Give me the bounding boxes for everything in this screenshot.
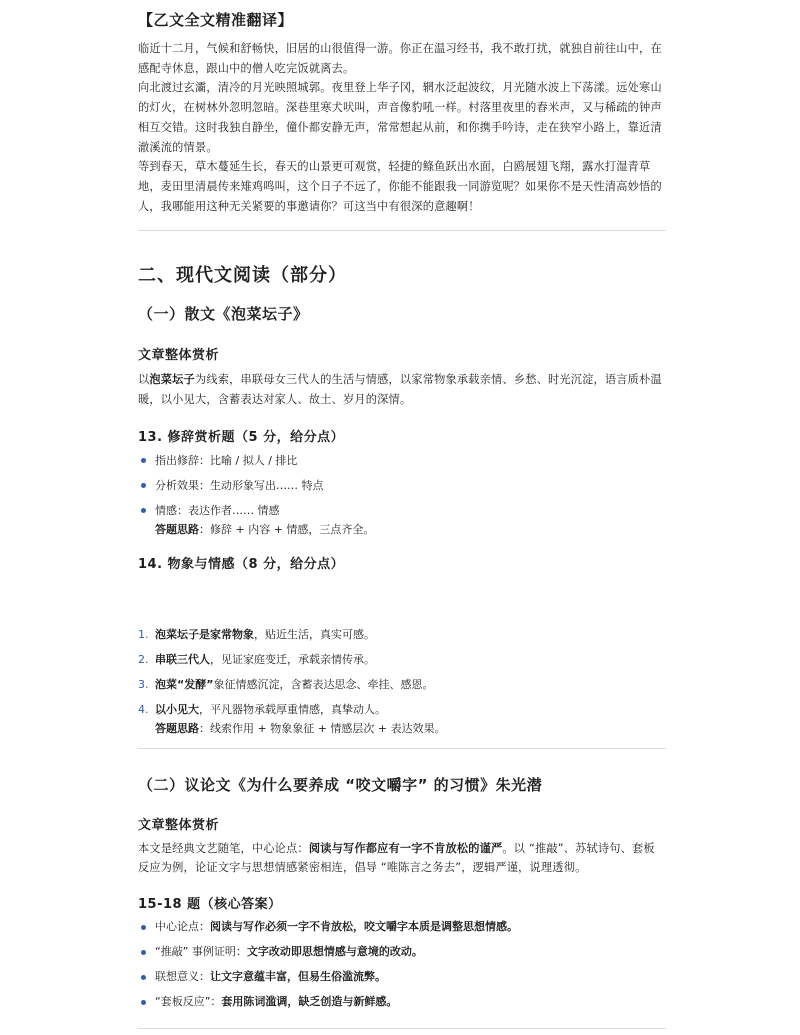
- list-item-text: 指出修辞：比喻 / 拟人 / 排比: [155, 453, 298, 467]
- list-item-text: 象征情感沉淀，含蓄表达思念、牵挂、感恩。: [213, 677, 434, 691]
- text-run: 以: [138, 373, 150, 387]
- list-item: [138, 944, 666, 960]
- bullet-icon: [141, 950, 146, 955]
- list-item: [138, 652, 666, 668]
- list-item-bold: 串联三代人: [155, 652, 210, 666]
- list-item: [138, 969, 666, 985]
- tip-label: 答题思路: [155, 721, 199, 735]
- section-divider: [138, 230, 666, 231]
- list-item: [138, 478, 666, 494]
- list-item-text: ，平凡器物承载厚重情感，真挚动人。: [199, 702, 386, 716]
- list-number: 1.: [138, 627, 149, 641]
- list-item: [138, 627, 666, 643]
- essay1-appreciation-text: [138, 370, 666, 409]
- list-item-text: 分析效果：生动形象写出…… 特点: [155, 478, 324, 492]
- list-item-bold: 文字改动即思想情感与意境的改动。: [246, 945, 423, 959]
- tip-text: ：修辞 + 内容 + 情感，三点齐全。: [199, 522, 375, 536]
- answer-tip: [155, 721, 666, 737]
- q13-title: 13. 修辞赏析题（5 分，给分点）: [138, 429, 345, 445]
- essay1-appreciation-heading: 文章整体赏析: [138, 348, 220, 364]
- list-item: [138, 503, 666, 538]
- list-item-text: “推敲” 事例证明：: [155, 945, 247, 959]
- list-number: 3.: [138, 677, 149, 691]
- text-run: 。以 “推敲”、苏轼诗句、套板反应为例，论证文字与思想情感紧密相连，倡导 “唯陈言之务去”，逻辑严谨，说理透彻。: [138, 841, 655, 875]
- text-run: 本文是经典文艺随笔，中心论点：: [138, 841, 309, 855]
- list-item: [138, 994, 666, 1010]
- q14-title: 14. 物象与情感（8 分，给分点）: [138, 556, 345, 572]
- list-item-text: ，贴近生活，真实可感。: [254, 627, 375, 641]
- list-item-bold: 阅读与写作必须一字不肯放松，咬文嚼字本质是调整思想情感。: [210, 920, 518, 934]
- bullet-icon: [141, 925, 146, 930]
- bullet-icon: [141, 1000, 146, 1005]
- translation-paragraph: 等到春天，草木蔓延生长，春天的山景更可观赏，轻捷的鲦鱼跃出水面，白鸥展翅飞翔，露水打湿青草地，麦田里清晨传来雉鸡鸣叫，这个日子不远了，你能不能跟我一同游览呢？如果你不是天性清高妙悟的人，我哪能用这种无关紧要的事邀请你？可这当中有很深的意趣啊！: [138, 160, 662, 213]
- bullet-icon: [141, 483, 146, 488]
- list-item: [138, 702, 666, 737]
- list-item-text: “套板反应”：: [155, 995, 222, 1009]
- tip-label: 答题思路: [155, 522, 199, 536]
- q15-title: 15-18 题（核心答案）: [138, 897, 282, 913]
- list-item-text: 情感：表达作者…… 情感: [155, 503, 280, 517]
- answer-tip: [155, 522, 666, 538]
- text-run-bold: 阅读与写作都应有一字不肯放松的谨严: [308, 841, 503, 855]
- section-title: 二、现代文阅读（部分）: [138, 265, 347, 287]
- list-item-text: ，见证家庭变迁，承载亲情传承。: [210, 652, 375, 666]
- list-item-bold: 泡菜坛子是家常物象: [155, 627, 254, 641]
- bullet-icon: [141, 458, 146, 463]
- list-item: [138, 453, 666, 469]
- text-run: 为线索，串联母女三代人的生活与情感，以家常物象承载亲情、乡愁、时光沉淀，语言质朴温暖，以小见大，含蓄表达对家人、故土、岁月的深情。: [138, 373, 662, 407]
- list-item-bold: 让文字意蕴丰富，但易生俗滥流弊。: [210, 970, 386, 984]
- essay2-appreciation-text: [138, 839, 666, 878]
- document-content: [138, 0, 666, 1029]
- list-item-bold: 以小见大: [155, 702, 199, 716]
- translation-heading: 【乙文全文精准翻译】: [138, 11, 294, 29]
- essay2-appreciation-heading: 文章整体赏析: [138, 817, 220, 833]
- q15-list: [138, 919, 666, 1010]
- translation-body: [138, 39, 666, 216]
- essay1-title: （一）散文《泡菜坛子》: [138, 305, 309, 324]
- list-item: [138, 677, 666, 693]
- list-item-text: 中心论点：: [155, 920, 210, 934]
- bullet-icon: [141, 508, 146, 513]
- text-run-bold: 泡菜坛子: [149, 373, 195, 387]
- list-item-bold: 套用陈词滥调，缺乏创造与新鲜感。: [221, 995, 398, 1009]
- section-divider: [138, 1028, 666, 1029]
- bullet-icon: [141, 975, 146, 980]
- section-divider: [138, 748, 666, 749]
- tip-text: ：线索作用 + 物象象征 + 情感层次 + 表达效果。: [199, 721, 446, 735]
- q14-list: [138, 627, 666, 737]
- q13-list: [138, 453, 666, 538]
- list-number: 4.: [138, 702, 149, 716]
- translation-paragraph: 临近十二月，气候和舒畅快，旧居的山很值得一游。你正在温习经书，我不敢打扰，就独自前往山中，在感配寺休息，跟山中的僧人吃完饭就离去。: [138, 42, 662, 75]
- translation-paragraph: 向北渡过玄灞，清冷的月光映照城郭。夜里登上华子冈，辋水泛起波纹，月光随水波上下荡漾。远处寒山的灯火，在树林外忽明忽暗。深巷里寒犬吠叫，声音像豹吼一样。村落里夜里的舂米声，又与稀疏的钟声相互交错。这时我独自静坐，僮仆都安静无声，常常想起从前，和你携手吟诗，走在狭窄小路上，靠近清澈溪流的情景。: [138, 81, 662, 154]
- list-number: 2.: [138, 652, 149, 666]
- list-item: [138, 919, 666, 935]
- list-item-text: 联想意义：: [155, 970, 210, 984]
- list-item-bold: 泡菜“发酵”: [155, 677, 214, 691]
- essay2-title: （二）议论文《为什么要养成 “咬文嚼字” 的习惯》朱光潜: [138, 775, 543, 794]
